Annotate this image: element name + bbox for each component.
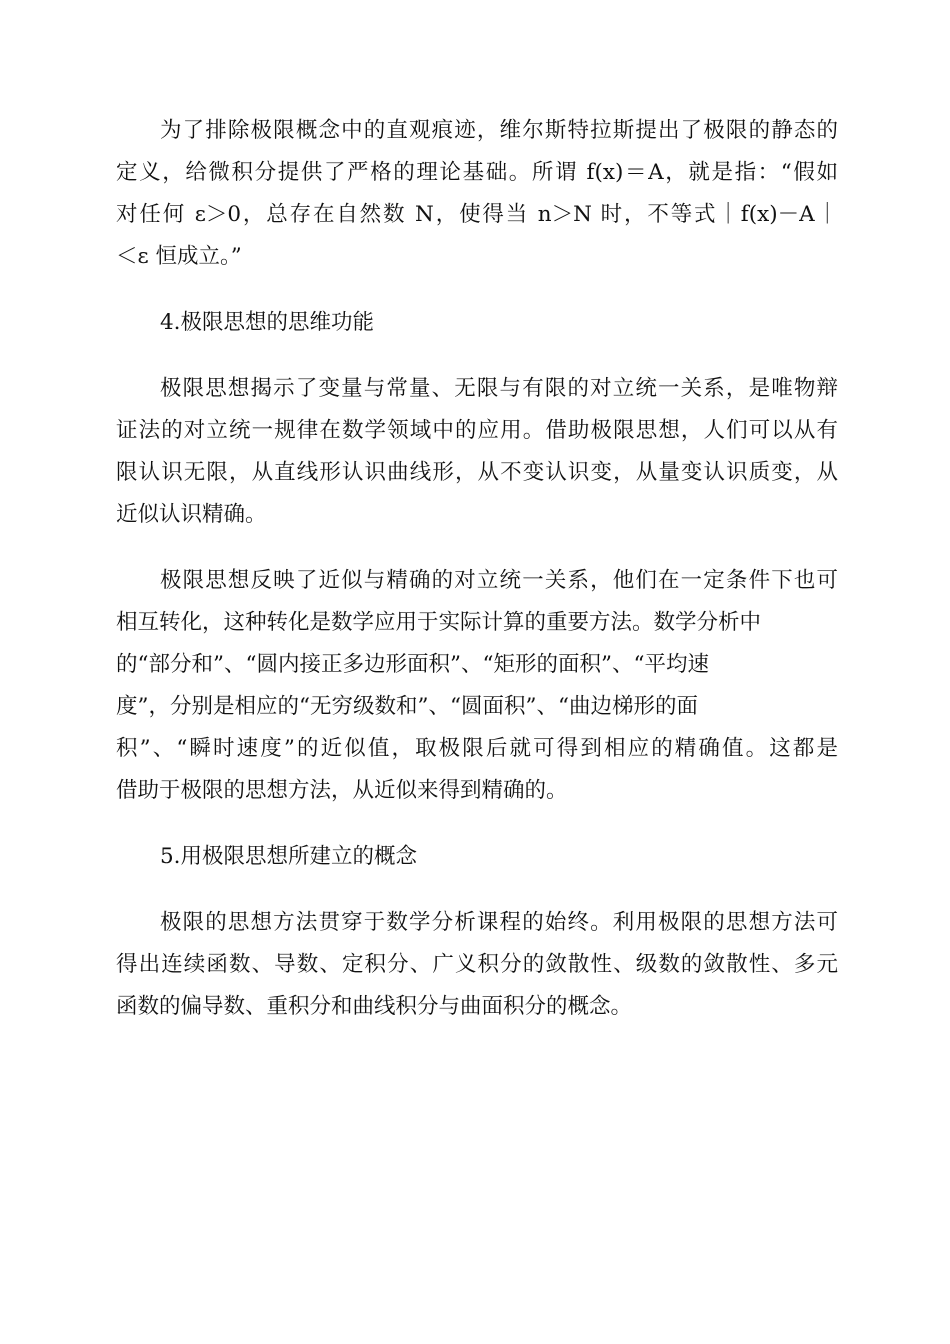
heading-text: 4.极限思想的思维功能 xyxy=(160,310,375,335)
text-line: 定义，给微积分提供了严格的理论基础。所谓 f(x)＝A，就是指：“假如 xyxy=(116,160,838,185)
text-line: 的“部分和”、“圆内接正多边形面积”、“矩形的面积”、“平均速 xyxy=(116,652,709,677)
text-line: 对任何 ε＞0，总存在自然数 N，使得当 n＞N 时，不等式｜f(x)－A｜ xyxy=(116,202,838,227)
text-line: 相互转化，这种转化是数学应用于实际计算的重要方法。数学分析中 xyxy=(116,610,762,635)
paragraph-thinking-function xyxy=(116,368,838,536)
text-line: 近似认识精确。 xyxy=(116,502,267,527)
paragraph-concepts xyxy=(116,902,838,1028)
text-line: 限认识无限，从直线形认识曲线形，从不变认识变，从量变认识质变，从 xyxy=(116,460,838,485)
paragraph-approximation-precision xyxy=(116,560,838,812)
text-line: 为了排除极限概念中的直观痕迹，维尔斯特拉斯提出了极限的静态的 xyxy=(160,118,838,143)
text-line: 积”、“瞬时速度”的近似值，取极限后就可得到相应的精确值。这都是 xyxy=(116,736,838,761)
section-heading-5 xyxy=(116,836,838,878)
heading-text: 5.用极限思想所建立的概念 xyxy=(160,844,418,869)
text-line: 函数的偏导数、重积分和曲线积分与曲面积分的概念。 xyxy=(116,994,633,1019)
text-line: ＜ε 恒成立。” xyxy=(116,244,242,269)
text-line: 借助于极限的思想方法，从近似来得到精确的。 xyxy=(116,778,568,803)
text-line: 极限的思想方法贯穿于数学分析课程的始终。利用极限的思想方法可 xyxy=(160,910,838,935)
text-line: 度”，分别是相应的“无穷级数和”、“圆面积”、“曲边梯形的面 xyxy=(116,694,698,719)
text-line: 证法的对立统一规律在数学领域中的应用。借助极限思想，人们可以从有 xyxy=(116,418,838,443)
document-body xyxy=(116,110,838,1028)
text-line: 极限思想揭示了变量与常量、无限与有限的对立统一关系，是唯物辩 xyxy=(160,376,838,401)
text-line: 得出连续函数、导数、定积分、广义积分的敛散性、级数的敛散性、多元 xyxy=(116,952,838,977)
paragraph-weierstrass-definition xyxy=(116,110,838,278)
text-line: 极限思想反映了近似与精确的对立统一关系，他们在一定条件下也可 xyxy=(160,568,838,593)
section-heading-4 xyxy=(116,302,838,344)
